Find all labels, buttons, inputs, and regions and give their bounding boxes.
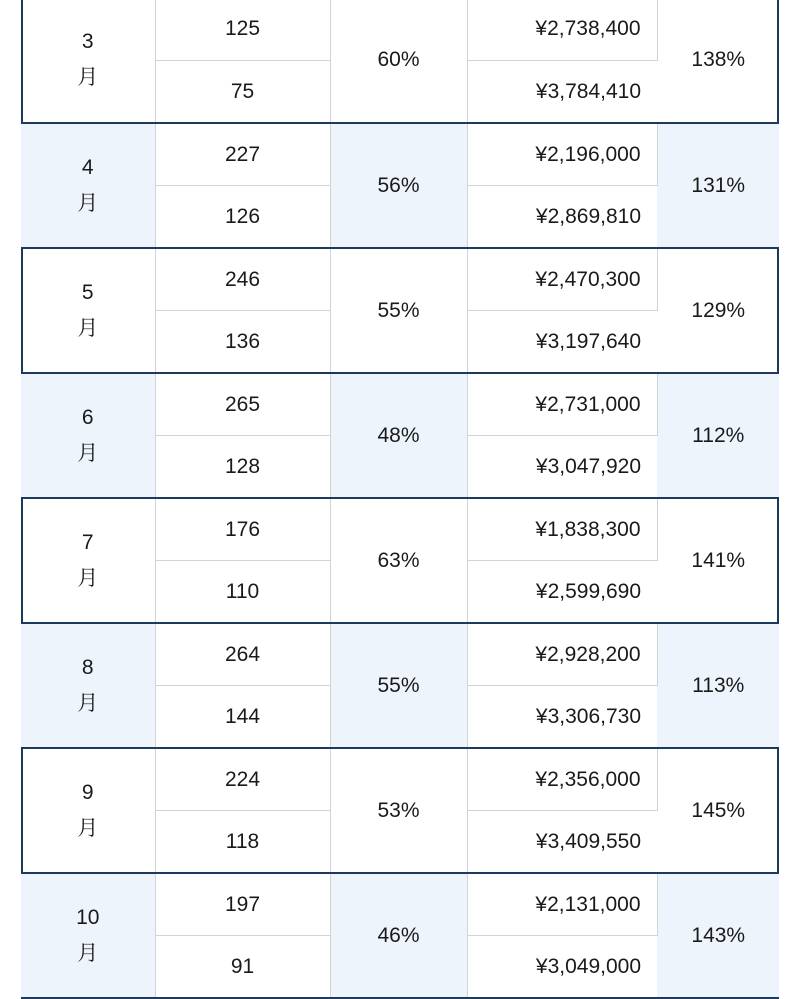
month-unit: 月 <box>77 441 99 465</box>
count-b-cell: 136 <box>155 311 330 374</box>
month-group <box>21 248 779 373</box>
amount-b-cell: ¥2,869,810 <box>467 186 657 249</box>
table-row <box>21 0 779 61</box>
rate-cell: 63% <box>330 498 467 623</box>
count-b-cell: 126 <box>155 186 330 249</box>
amount-a-cell: ¥2,738,400 <box>467 0 657 61</box>
amount-a-cell: ¥2,131,000 <box>467 873 657 936</box>
table-row <box>21 248 779 311</box>
count-a-cell: 246 <box>155 248 330 311</box>
month-group <box>21 373 779 498</box>
month-cell <box>21 0 155 123</box>
rate-cell: 55% <box>330 623 467 748</box>
table-row <box>21 873 779 936</box>
month-number: 4 <box>81 155 94 179</box>
amount-a-cell: ¥2,196,000 <box>467 123 657 186</box>
month-group <box>21 0 779 123</box>
ratio-cell: 129% <box>691 298 746 322</box>
ratio-cell: 141% <box>691 548 746 572</box>
amount-a-cell: ¥2,731,000 <box>467 373 657 436</box>
month-group <box>21 748 779 873</box>
count-b-cell: 110 <box>155 561 330 624</box>
rate-cell: 48% <box>330 373 467 498</box>
amount-b-cell: ¥3,197,640 <box>535 329 641 353</box>
amount-b-cell: ¥3,409,550 <box>535 829 641 853</box>
amount-a-cell: ¥2,356,000 <box>467 748 657 811</box>
month-number: 7 <box>81 530 94 554</box>
month-unit: 月 <box>77 816 99 840</box>
ratio-cell: 112% <box>657 373 779 498</box>
month-number: 8 <box>81 655 94 679</box>
table-row <box>21 123 779 186</box>
amount-b-cell: ¥3,306,730 <box>467 686 657 749</box>
table-row <box>21 498 779 561</box>
month-cell <box>21 748 155 873</box>
month-cell <box>21 498 155 623</box>
ratio-cell: 138% <box>691 48 746 71</box>
ratio-cell: 131% <box>657 123 779 248</box>
rate-cell: 56% <box>330 123 467 248</box>
count-b-cell: 128 <box>155 436 330 499</box>
count-b-cell: 144 <box>155 686 330 749</box>
month-cell <box>21 373 155 498</box>
month-unit: 月 <box>77 66 99 89</box>
table-row <box>21 623 779 686</box>
month-group <box>21 873 779 998</box>
amount-a-cell: ¥1,838,300 <box>467 498 657 561</box>
amount-a-cell: ¥2,928,200 <box>467 623 657 686</box>
amount-b-cell: ¥2,599,690 <box>535 579 641 603</box>
amount-b-cell: ¥3,784,410 <box>535 79 641 103</box>
month-number: 3 <box>81 30 94 53</box>
month-unit: 月 <box>77 191 99 215</box>
rate-cell: 46% <box>330 873 467 998</box>
count-b-cell: 75 <box>155 61 330 124</box>
count-a-cell: 224 <box>155 748 330 811</box>
count-a-cell: 264 <box>155 623 330 686</box>
month-group <box>21 498 779 623</box>
amount-a-cell: ¥2,470,300 <box>467 248 657 311</box>
count-a-cell: 265 <box>155 373 330 436</box>
month-cell <box>21 873 155 998</box>
ratio-cell: 145% <box>691 798 746 822</box>
month-number: 10 <box>76 905 100 929</box>
month-number: 9 <box>81 780 94 804</box>
month-number: 6 <box>81 405 94 429</box>
month-unit: 月 <box>77 566 99 590</box>
count-a-cell: 227 <box>155 123 330 186</box>
count-a-cell: 125 <box>155 0 330 61</box>
monthly-stats-table <box>21 0 779 999</box>
month-group <box>21 623 779 748</box>
amount-b-cell: ¥3,049,000 <box>467 936 657 999</box>
month-cell <box>21 123 155 248</box>
table-row <box>21 373 779 436</box>
rate-cell: 53% <box>330 748 467 873</box>
count-b-cell: 91 <box>155 936 330 999</box>
ratio-cell: 143% <box>657 873 779 998</box>
ratio-cell: 113% <box>657 623 779 748</box>
month-unit: 月 <box>77 316 99 340</box>
count-b-cell: 118 <box>155 811 330 874</box>
rate-cell: 60% <box>330 0 467 123</box>
month-group <box>21 123 779 248</box>
month-unit: 月 <box>77 691 99 715</box>
monthly-stats-container <box>21 0 779 999</box>
count-a-cell: 176 <box>155 498 330 561</box>
month-unit: 月 <box>77 941 99 965</box>
amount-b-cell: ¥3,047,920 <box>467 436 657 499</box>
rate-cell: 55% <box>330 248 467 373</box>
month-number: 5 <box>81 280 94 304</box>
table-row <box>21 748 779 811</box>
month-cell <box>21 623 155 748</box>
month-cell <box>21 248 155 373</box>
count-a-cell: 197 <box>155 873 330 936</box>
